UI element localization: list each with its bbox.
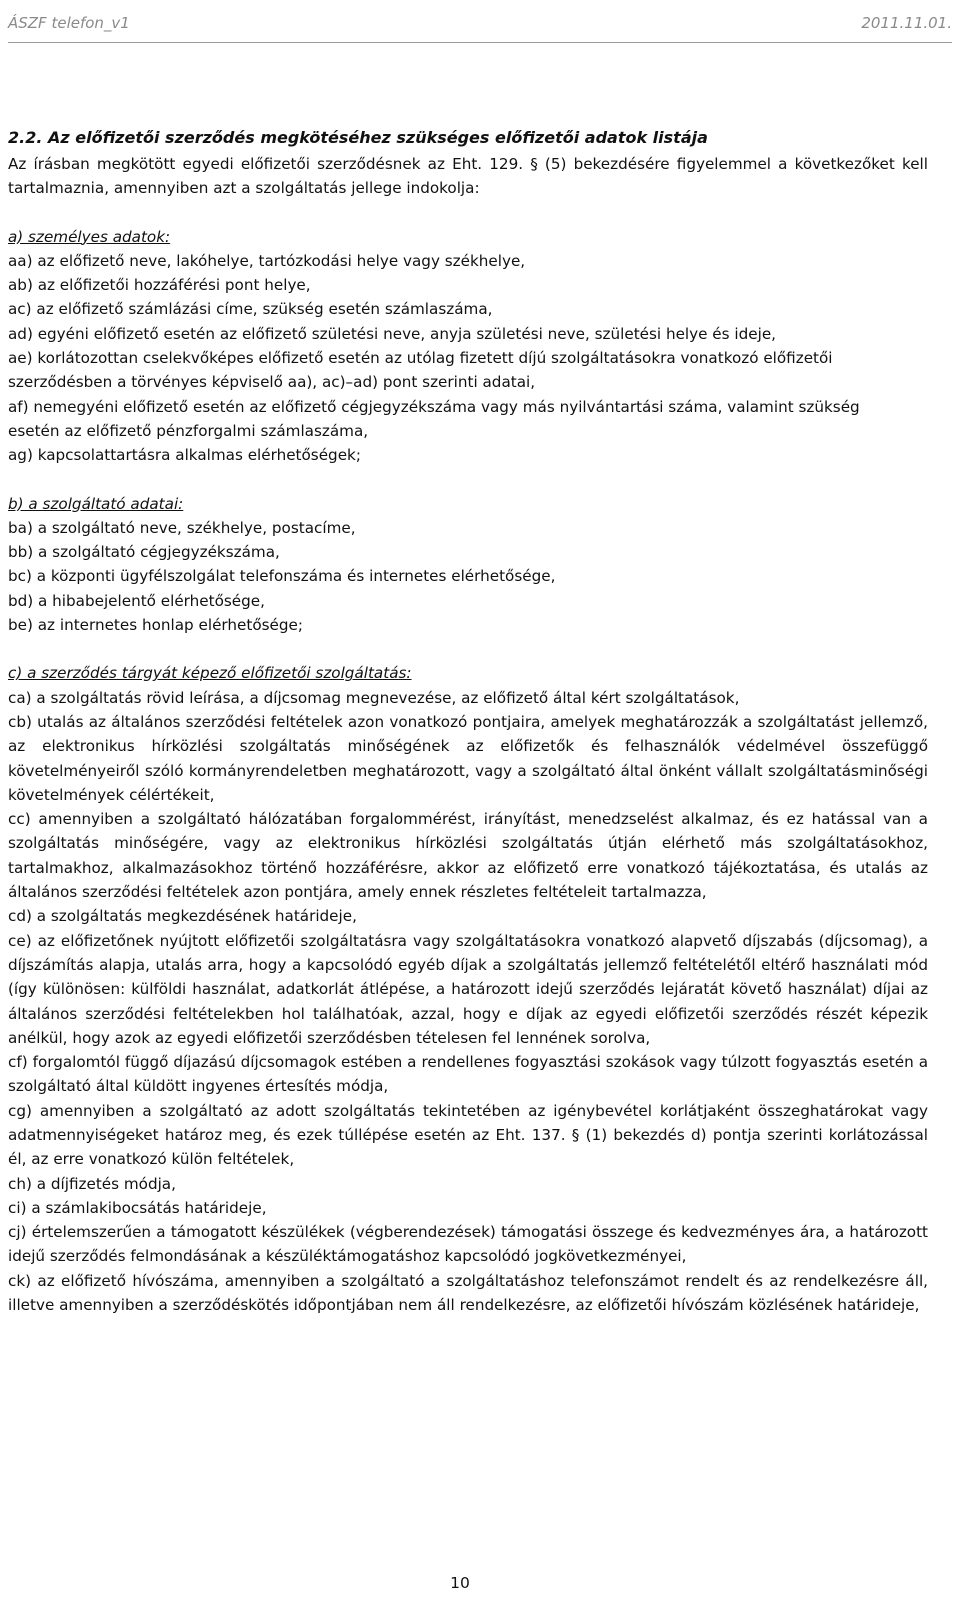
list-item: ce) az előfizetőnek nyújtott előfizetői szolgáltatásra vagy szolgáltatásokra vonatkozó alapvető díjszabás (díjcsomag), a díjszámítás alapja, utalás arra, hogy a kapcsolódó egyéb díjak a szolgáltatás jellemző feltételétől eltérő használati mód (így különösen: külföldi használat, adatkorlát átlépése, a határozott idejű szerződés lejáratát követő használat) díjai az általános szerződési feltételekben hol találhatóak, azzal, hogy e díjak az egyedi előfizetői szerződés részét képezik anélkül, hogy azok az egyedi előfizetői szerződésben tételesen fel lennének sorolva,: [8, 931, 928, 1047]
list-item: bd) a hibabejelentő elérhetősége,: [8, 591, 265, 610]
section-intro: Az írásban megkötött egyedi előfizetői szerződésnek az Eht. 129. § (5) bekezdésére figyelemmel a következőket kell tartalmaznia, amennyiben azt a szolgáltatás jellege indokolja:: [8, 155, 928, 198]
list-item: aa) az előfizető neve, lakóhelye, tartózkodási helye vagy székhelye,: [8, 251, 526, 270]
section-title: 2.2. Az előfizetői szerződés megkötéséhez szükséges előfizetői adatok listája: [8, 128, 708, 147]
list-item: ae) korlátozottan cselekvőképes előfizető esetén az utólag fizetett díjú szolgáltatásokra vonatkozó előfizetői: [8, 349, 833, 368]
list-item: cg) amennyiben a szolgáltató az adott szolgáltatás tekintetében az igénybevétel korlátjaként összeghatárokat vagy adatmennyiségeket határoz meg, és ezek túllépése esetén az Eht. 137. § (1) bekezdés d) pontja szerinti korlátozással él, az erre vonatkozó külön feltételek,: [8, 1101, 928, 1169]
part-a-heading: a) személyes adatok:: [8, 227, 171, 246]
list-item: ba) a szolgáltató neve, székhelye, postacíme,: [8, 518, 356, 537]
list-item: ca) a szolgáltatás rövid leírása, a díjcsomag megnevezése, az előfizető által kért szolgáltatások,: [8, 688, 740, 707]
document-name: ÁSZF telefon_v1: [8, 14, 130, 32]
spacer: [8, 201, 928, 225]
list-item: cd) a szolgáltatás megkezdésének határideje,: [8, 907, 357, 926]
list-item: ci) a számlakibocsátás határideje,: [8, 1198, 267, 1217]
list-item: cj) értelemszerűen a támogatott készülékek (végberendezések) támogatási összege és kedvezményes ára, a határozott idejű szerződés felmondásának a készüléktámogatáshoz kapcsolódó jogkövetkezményei,: [8, 1223, 928, 1266]
list-item: cf) forgalomtól függő díjazású díjcsomagok estében a rendellenes fogyasztási szokások vagy túlzott fogyasztás esetén a szolgáltató által küldött ingyenes értesítés módja,: [8, 1053, 928, 1096]
page-number: 10: [450, 1574, 470, 1592]
list-item: ad) egyéni előfizető esetén az előfizető születési neve, anyja születési neve, születési helye és ideje,: [8, 324, 776, 343]
spacer: [8, 468, 928, 492]
part-b-heading: b) a szolgáltató adatai:: [8, 494, 184, 513]
document-date: 2011.11.01.: [861, 14, 952, 32]
list-item: bb) a szolgáltató cégjegyzékszáma,: [8, 543, 280, 562]
spacer: [8, 637, 928, 661]
document-body: [8, 124, 928, 1317]
list-item: be) az internetes honlap elérhetősége;: [8, 616, 303, 635]
list-item: cb) utalás az általános szerződési feltételek azon vonatkozó pontjaira, amelyek meghatározzák a szolgáltatást jellemző, az elektronikus hírközlési szolgáltatás minőségének az előfizetők és felhasználók védelmével összefüggő követelményeiről szóló kormányrendeletben meghatározott, vagy a szolgáltató által önként vállalt szolgáltatásminőségi követelmények célértékeit,: [8, 712, 928, 804]
list-item: ab) az előfizetői hozzáférési pont helye,: [8, 276, 311, 295]
list-item: ck) az előfizető hívószáma, amennyiben a szolgáltató a szolgáltatáshoz telefonszámot rendelt és az rendelkezésre áll, illetve amennyiben a szerződéskötés időpontjában nem áll rendelkezésre, az előfizetői hívószám közlésének határideje,: [8, 1271, 928, 1315]
list-item: ch) a díjfizetés módja,: [8, 1174, 176, 1193]
list-item: ac) az előfizető számlázási címe, szükség esetén számlaszáma,: [8, 300, 493, 319]
list-item: esetén az előfizető pénzforgalmi számlaszáma,: [8, 421, 369, 440]
page-header: [8, 14, 952, 43]
list-item: ag) kapcsolattartásra alkalmas elérhetőségek;: [8, 446, 361, 465]
list-item: cc) amennyiben a szolgáltató hálózatában forgalommérést, irányítást, menedzselést alkalmaz, és ez hatással van a szolgáltatás minőségére, vagy az elektronikus hírközlési szolgáltatás útján elérhető más szolgáltatásokhoz, tartalmakhoz, alkalmazásokhoz történő hozzáférésre, akkor az előfizető erre vonatkozó tájékoztatása, és utalás az általános szerződési feltételek azon pontjára, amely ennek részletes feltételeit tartalmazza,: [8, 810, 928, 902]
list-item: af) nemegyéni előfizető esetén az előfizető cégjegyzékszáma vagy más nyilvántartási száma, valamint szükség: [8, 397, 860, 416]
list-item: bc) a központi ügyfélszolgálat telefonszáma és internetes elérhetősége,: [8, 567, 556, 586]
list-item: szerződésben a törvényes képviselő aa), ac)–ad) pont szerinti adatai,: [8, 373, 536, 392]
part-c-heading: c) a szerződés tárgyát képező előfizetői szolgáltatás:: [8, 664, 412, 683]
